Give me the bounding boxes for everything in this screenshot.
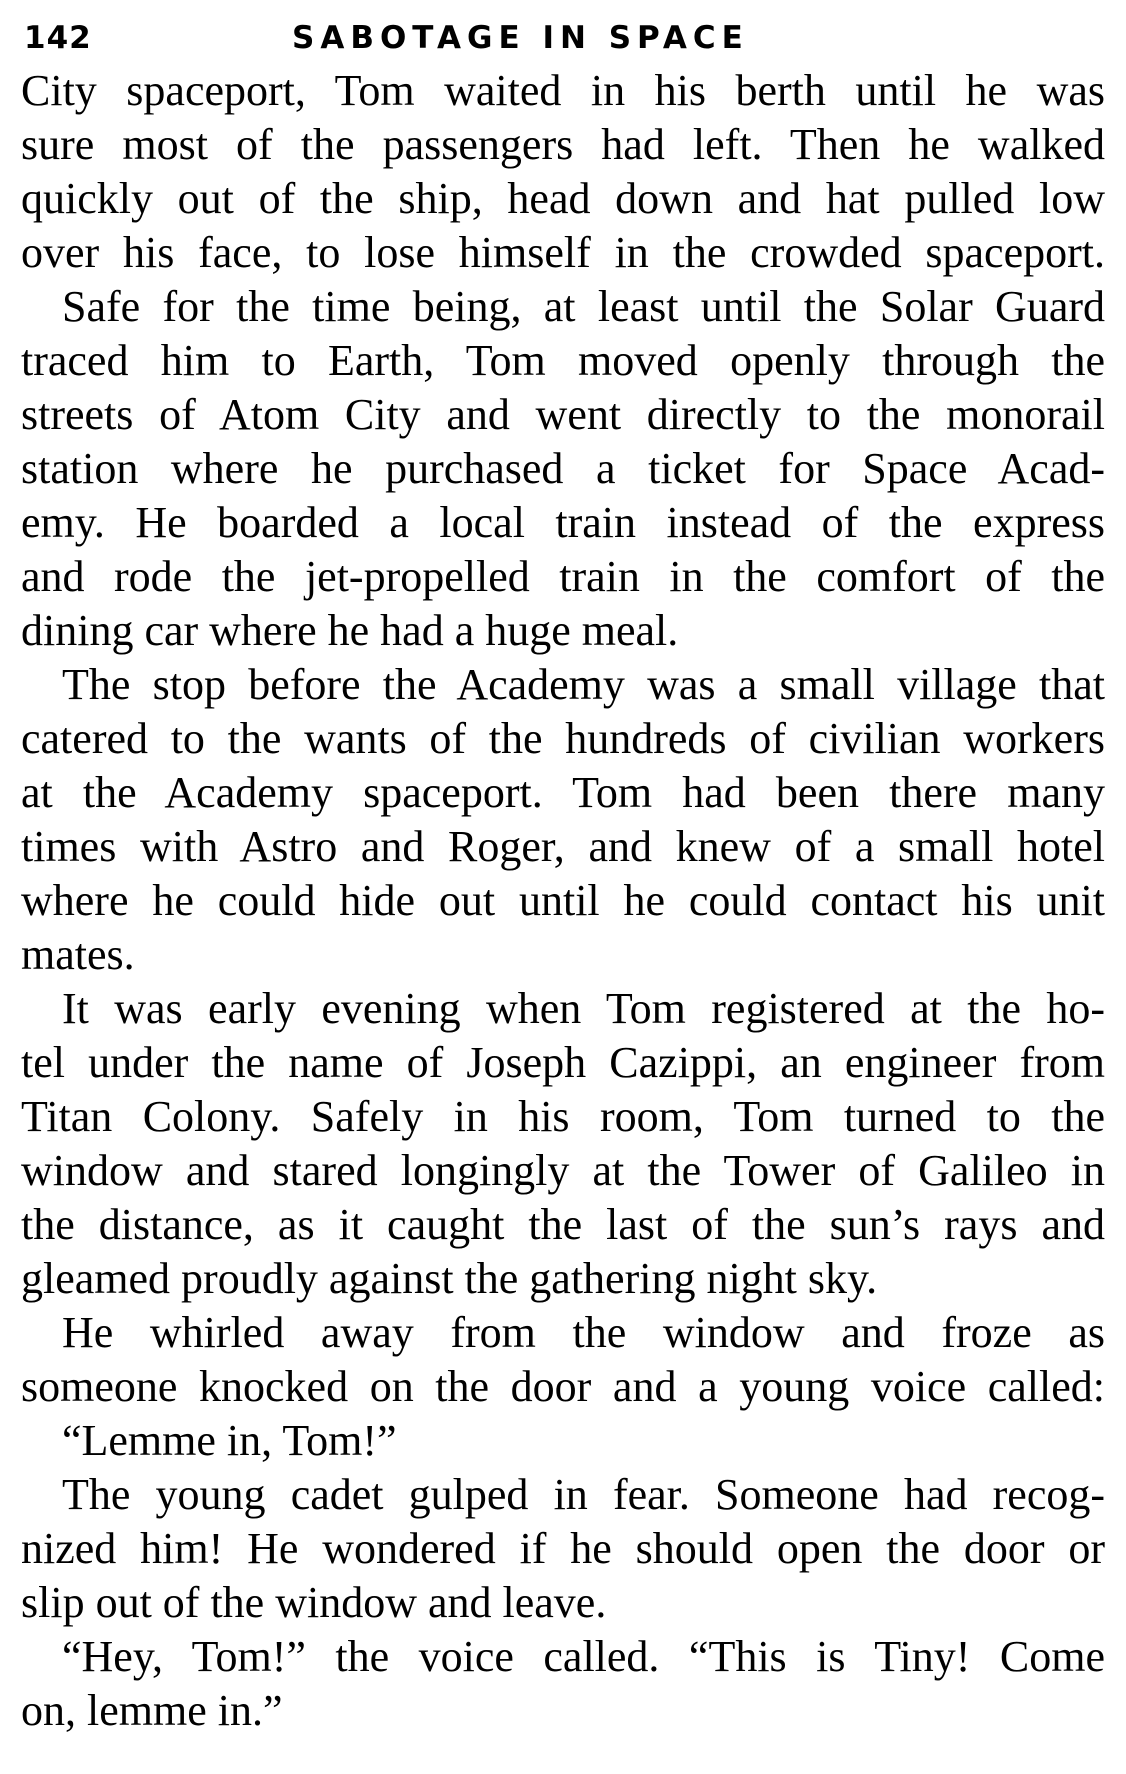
text-line: someone knocked on the door and a young voice called: [21, 1362, 1105, 1411]
text-line: mates. [21, 930, 135, 979]
text-line: times with Astro and Roger, and knew of a small hotel [21, 822, 1105, 871]
text-line: on, lemme in.” [21, 1686, 283, 1735]
paragraph [21, 982, 1105, 1306]
text-line: traced him to Earth, Tom moved openly through the [21, 336, 1105, 385]
text-line: station where he purchased a ticket for Space Acad- [21, 444, 1105, 493]
paragraph [21, 1468, 1105, 1630]
text-line: The young cadet gulped in fear. Someone had recog- [62, 1470, 1105, 1519]
text-line: Titan Colony. Safely in his room, Tom turned to the [21, 1092, 1105, 1141]
text-line: the distance, as it caught the last of the sun’s rays and [21, 1200, 1105, 1249]
text-line: slip out of the window and leave. [21, 1578, 607, 1627]
text-line: catered to the wants of the hundreds of civilian workers [21, 714, 1105, 763]
paragraph [21, 1306, 1105, 1414]
text-line: nized him! He wondered if he should open the door or [21, 1524, 1105, 1573]
text-line: City spaceport, Tom waited in his berth until he was [21, 66, 1105, 115]
text-line: over his face, to lose himself in the crowded spaceport. [21, 228, 1105, 277]
paragraph [21, 1414, 1105, 1468]
text-line: and rode the jet-propelled train in the comfort of the [21, 552, 1105, 601]
text-line: tel under the name of Joseph Cazippi, an engineer from [21, 1038, 1105, 1087]
page-header [21, 20, 1105, 64]
text-line: where he could hide out until he could contact his unit [21, 876, 1105, 925]
paragraph [21, 64, 1105, 280]
text-line: He whirled away from the window and froze as [62, 1308, 1105, 1357]
text-line: quickly out of the ship, head down and hat pulled low [21, 174, 1105, 223]
text-line: dining car where he had a huge meal. [21, 606, 679, 655]
text-line: at the Academy spaceport. Tom had been there many [21, 768, 1105, 817]
text-line: streets of Atom City and went directly to the monorail [21, 390, 1105, 439]
text-line: sure most of the passengers had left. Then he walked [21, 120, 1105, 169]
text-line: emy. He boarded a local train instead of the express [21, 498, 1105, 547]
body-text [21, 64, 1105, 1738]
paragraph [21, 658, 1105, 982]
text-line: “Hey, Tom!” the voice called. “This is Tiny! Come [62, 1632, 1105, 1681]
paragraph [21, 280, 1105, 658]
text-line: “Lemme in, Tom!” [62, 1416, 397, 1465]
running-head: SABOTAGE IN SPACE [292, 20, 749, 56]
text-line: Safe for the time being, at least until the Solar Guard [62, 282, 1105, 331]
page-number: 142 [24, 20, 92, 56]
text-line: window and stared longingly at the Tower of Galileo in [21, 1146, 1105, 1195]
paragraph [21, 1630, 1105, 1738]
text-line: The stop before the Academy was a small village that [62, 660, 1105, 709]
text-line: gleamed proudly against the gathering night sky. [21, 1254, 878, 1303]
text-line: It was early evening when Tom registered at the ho- [62, 984, 1105, 1033]
